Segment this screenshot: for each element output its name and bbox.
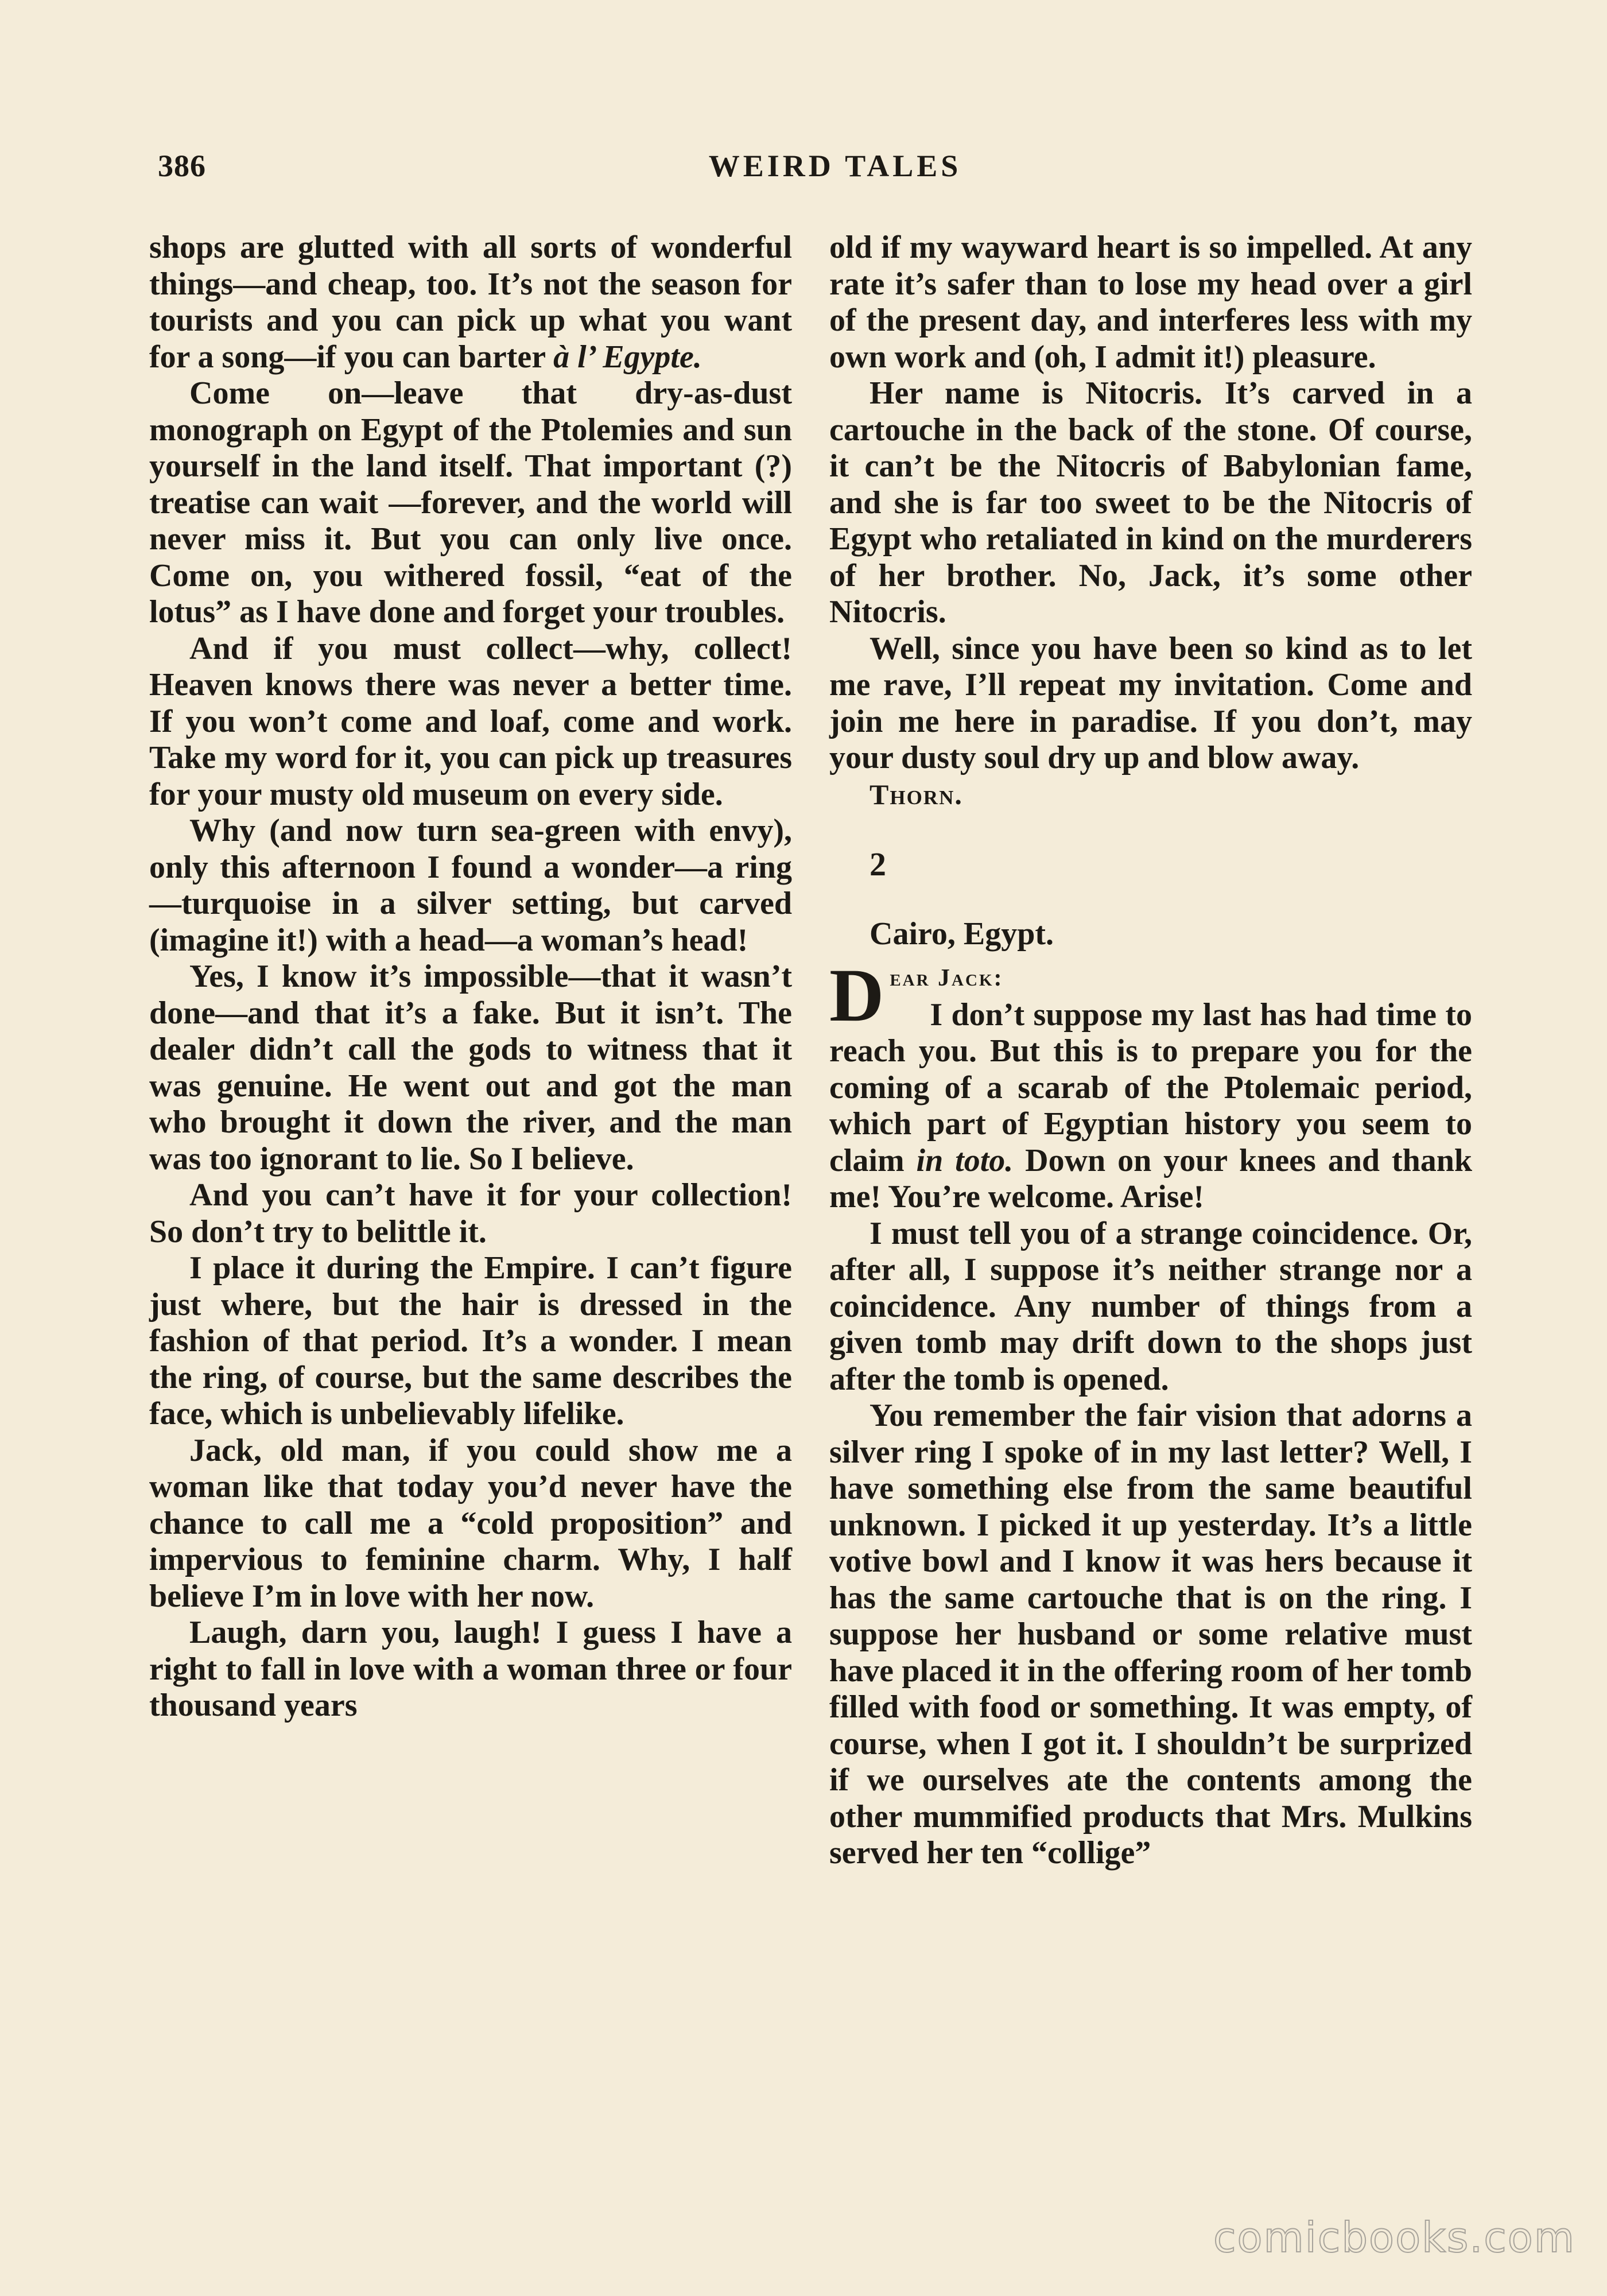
dateline: Cairo, Egypt. [870,916,1054,952]
paragraph: I must tell you of a strange coincidence. Or, after all, I suppose it’s neither strange nor a coincidence. Any number of things from a given tomb may drift down to the shops just after the tomb is opened. [829,1215,1472,1397]
paragraph: Come on—leave that dry-as-dust monograph on Egypt of the Ptolemies and sun yourself in the land itself. That important (?) treatise can wait —forever, and the world will never miss it. But you can only live once. Come on, you withered fossil, “eat of the lotus” as I have done and forget your troubles. [149,375,792,630]
paragraph: I place it during the Empire. I can’t figure just where, but the hair is dressed in the fashion of that period. It’s a wonder. I mean the ring, of course, but the same describes the face, which is unbelievably lifelike. [149,1250,792,1432]
paragraph: You remember the fair vision that adorns a silver ring I spoke of in my last letter? Well, I have something else from the same beautiful unknown. I picked it up yesterday. It’s a little votive bowl and I know it was hers because it has the same cartouche that is on the ring. I suppose her husband or some relative must have placed it in the offering room of her tomb filled with food or something. It was empty, of course, when I got it. I shouldn’t be surprized if we ourselves ate the contents among the other mummified products that Mrs. Mulkins served her ten “collige” [829,1398,1472,1871]
paragraph: Why (and now turn sea-green with envy), only this afternoon I found a wonder—a ring—turquoise in a silver setting, but carved (imagine it!) with a head—a woman’s head! [149,813,792,958]
paragraph: Her name is Nitocris. It’s carved in a cartouche in the back of the stone. Of course, it can’t be the Nitocris of Babylonian fame, and she is far too sweet to be the Nitocris of Egypt who retaliated in kind on the murderers of her brother. No, Jack, it’s some other Nitocris. [829,375,1472,630]
paragraph: And you can’t have it for your collection! So don’t try to belittle it. [149,1177,792,1250]
page-number: 386 [158,149,206,183]
running-title: WEIRD TALES [708,149,962,183]
paragraph: Yes, I know it’s impossible—that it wasn’t done—and that it’s a fake. But it isn’t. The dealer didn’t call the gods to witness that it was genuine. He went out and got the man who brought it down the river, and the man was too ignorant to lie. So I believe. [149,959,792,1177]
paragraph: old if my wayward heart is so impelled. At any rate it’s safer than to lose my head over a girl of the present day, and interferes less with my own work and (oh, I admit it!) pleasure. [829,230,1472,375]
paragraph: I don’t suppose my last has had time to reach you. But this is to prepare you for the coming of a scarab of the Ptolemaic period, which part of Egyptian history you seem to claim in toto. Down on your knees and thank me! You’re welcome. Arise! [829,996,1473,1215]
watermark-logo: comicbooks.com [1213,2213,1575,2262]
letter-opening [829,953,1473,1216]
paragraph: shops are glutted with all sorts of wonderful things—and cheap, too. It’s not the season for tourists and you can pick up what you want for a song—if you can barter à l’ Egypte. [149,230,792,375]
section-number: 2 [870,846,886,883]
page-header [158,148,1512,185]
salutation: ear Jack: [890,965,1004,991]
letter-signature: Thorn. [870,778,963,810]
paragraph: Jack, old man, if you could show me a woman like that today you’d never have the chance to call me a “cold proposition” and impervious to feminine charm. Why, I half believe I’m in love with her now. [149,1432,792,1614]
right-column [829,230,1472,1872]
paragraph: Laugh, darn you, laugh! I guess I have a right to fall in love with a woman three or four thousand years [149,1615,792,1723]
drop-cap: D [829,953,884,1037]
paragraph: Well, since you have been so kind as to let me rave, I’ll repeat my invitation. Come and join me here in paradise. If you don’t, may your dusty soul dry up and blow away. [829,630,1472,775]
paragraph: And if you must collect—why, collect! Heaven knows there was never a better time. If you won’t come and loaf, come and work. Take my word for it, you can pick up treasures for your musty old museum on every side. [149,630,792,812]
left-column [149,230,792,1724]
